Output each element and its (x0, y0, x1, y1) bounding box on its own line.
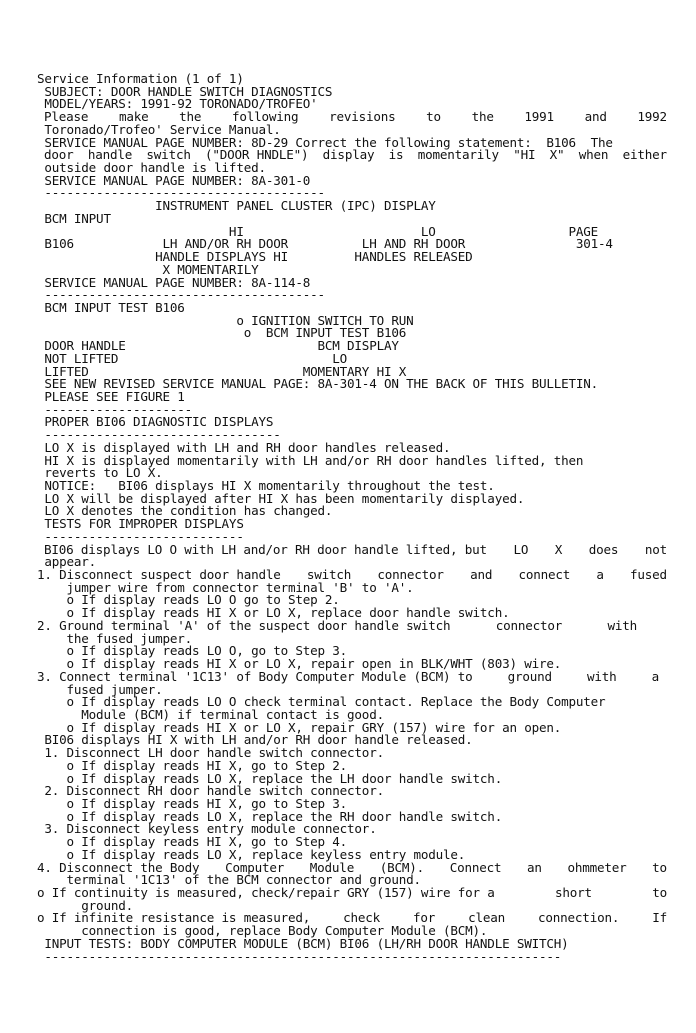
proper-display-line: HI X is displayed momentarily with LH and/or RH door handles lifted, then (37, 452, 584, 468)
proper-display-line: LO X is displayed with LH and RH door handles released. (37, 439, 451, 455)
case-2-line: o If display reads HI X, go to Step 3. (37, 795, 348, 811)
proper-display-line: reverts to LO X. (37, 465, 163, 481)
case-2-step-4-infinite: o If infinite resistance is measured, check for clean connection. If (37, 910, 667, 926)
ipc-table-row: HANDLE DISPLAYS HI HANDLES RELEASED (37, 249, 473, 265)
case-2-line: o If display reads HI X, go to Step 4. (37, 834, 348, 850)
case-1-step-2: 2. Ground terminal 'A' of the suspect door handle switch connector with (37, 617, 637, 633)
page-ref-8d-29-end: outside door handle is lifted. (37, 160, 266, 176)
page-ref-8d-29: SERVICE MANUAL PAGE NUMBER: 8D-29 Correct the following statement: B106 The (37, 134, 613, 150)
subject-line: SUBJECT: DOOR HANDLE SWITCH DIAGNOSTICS (37, 83, 333, 99)
case-2-line: 2. Disconnect RH door handle switch connector. (37, 783, 384, 799)
test-table-title: BCM INPUT TEST B106 (37, 299, 185, 315)
case-2-line: o If display reads HI X, go to Step 2. (37, 757, 348, 773)
ipc-table-row: X MOMENTARILY (37, 261, 259, 277)
separator: -------------------------------- (37, 427, 281, 443)
case-2-line: 3. Disconnect keyless entry module connector. (37, 821, 377, 837)
separator: --------------------------- (37, 528, 244, 544)
case-1-step-3-line: o If display reads LO O check terminal contact. Replace the Body Computer (37, 694, 606, 710)
ipc-table-title: INSTRUMENT PANEL CLUSTER (IPC) DISPLAY (37, 198, 436, 214)
case-2-step-4-continuity: o If continuity is measured, check/repair GRY (157) wire for a short to (37, 885, 667, 900)
ipc-table-row: B106 LH AND/OR RH DOOR LH AND RH DOOR 301-4 (37, 236, 613, 252)
case-2-line: o If display reads LO X, replace the LH door handle switch. (37, 770, 503, 786)
case-1-step-3: 3. Connect terminal '1C13' of Body Computer Module (BCM) to ground with a (37, 668, 659, 684)
ipc-table-header: HI LO PAGE (37, 223, 599, 239)
case-2-step-4-line: connection is good, replace Body Computer Module (BCM). (37, 923, 488, 939)
case-1-title: BI06 displays LO O with LH and/or RH door handle lifted, but LO X does not (44, 541, 667, 557)
test-table-step: o BCM INPUT TEST B106 (37, 325, 407, 341)
figure-note: PLEASE SEE FIGURE 1 (37, 388, 185, 404)
test-table-row: LIFTED MOMENTARY HI X (37, 363, 407, 379)
proper-display-line: LO X denotes the condition has changed. (37, 503, 333, 519)
case-1-step-2-line: o If display reads HI X or LO X, repair open in BLK/WHT (803) wire. (37, 656, 562, 672)
proper-display-line: NOTICE: BI06 displays HI X momentarily throughout the test. (37, 478, 495, 493)
improper-tests-title: TESTS FOR IMPROPER DISPLAYS (37, 516, 244, 532)
case-1-step-3-line: o If display reads HI X or LO X, repair GRY (157) wire for an open. (37, 719, 562, 735)
separator: -------------------------------------- (37, 287, 325, 303)
case-2-line: 1. Disconnect LH door handle switch connector. (37, 745, 384, 761)
case-1-title-end: appear. (37, 554, 97, 570)
case-2-step-4-line: ground. (37, 897, 133, 913)
proper-displays-title: PROPER BI06 DIAGNOSTIC DISPLAYS (37, 414, 274, 430)
case-2-step-4: 4. Disconnect the Body Computer Module (BCM). Connect an ohmmeter to (37, 859, 667, 875)
separator: -------------------------------------- (37, 185, 325, 201)
separator: ---------------------------------------------------------------------- (37, 948, 562, 964)
document-header: Service Information (1 of 1) (37, 71, 244, 86)
case-1-step-1-line: o If display reads HI X or LO X, replace door handle switch. (37, 605, 510, 621)
case-1-step-2-line: the fused jumper. (37, 630, 193, 646)
footer-title: INPUT TESTS: BODY COMPUTER MODULE (BCM) BI06 (LH/RH DOOR HANDLE SWITCH) (37, 935, 569, 951)
proper-display-line: LO X will be displayed after HI X has been momentarily displayed. (37, 490, 525, 506)
case-2-line: o If display reads LO X, replace keyless entry module. (37, 846, 466, 862)
test-table-step: o IGNITION SWITCH TO RUN (37, 312, 414, 328)
intro-line-2: Toronado/Trofeo' Service Manual. (37, 121, 281, 137)
test-table-row: NOT LIFTED LO (37, 350, 348, 366)
separator: -------------------- (37, 401, 193, 417)
test-table-header: DOOR HANDLE BCM DISPLAY (37, 338, 399, 354)
case-1-step-3-line: Module (BCM) if terminal contact is good. (37, 706, 384, 722)
page-ref-8a-301-0: SERVICE MANUAL PAGE NUMBER: 8A-301-0 (37, 172, 311, 188)
service-bulletin-text (37, 73, 667, 963)
case-1-step-1-line: o If display reads LO O go to Step 2. (37, 592, 340, 608)
case-1-step-2-line: o If display reads LO O, go to Step 3. (37, 643, 348, 659)
case-2-title: BI06 displays HI X with LH and/or RH door handle released. (37, 732, 473, 748)
ipc-table-bcm-input: BCM INPUT (37, 210, 111, 226)
case-2-line: o If display reads LO X, replace the RH door handle switch. (37, 808, 503, 824)
case-1-step-3-line: fused jumper. (37, 681, 163, 697)
case-1-step-1-line: jumper wire from connector terminal 'B' to 'A'. (37, 579, 414, 595)
intro-line: Please make the following revisions to the 1991 and 1992 (44, 109, 667, 125)
case-1-step-1: 1. Disconnect suspect door handle switch connector and connect a fused (37, 567, 667, 583)
model-years-line: MODEL/YEARS: 1991-92 TORONADO/TROFEO' (37, 96, 318, 112)
page-ref-8d-29-cont: door handle switch ("DOOR HNDLE") display is momentarily "HI X" when either (44, 147, 667, 163)
page-ref-8a-114-8: SERVICE MANUAL PAGE NUMBER: 8A-114-8 (37, 274, 311, 290)
revised-page-note: SEE NEW REVISED SERVICE MANUAL PAGE: 8A-301-4 ON THE BACK OF THIS BULLETIN. (37, 376, 599, 392)
case-2-step-4-line: terminal '1C13' of the BCM connector and ground. (37, 872, 421, 888)
